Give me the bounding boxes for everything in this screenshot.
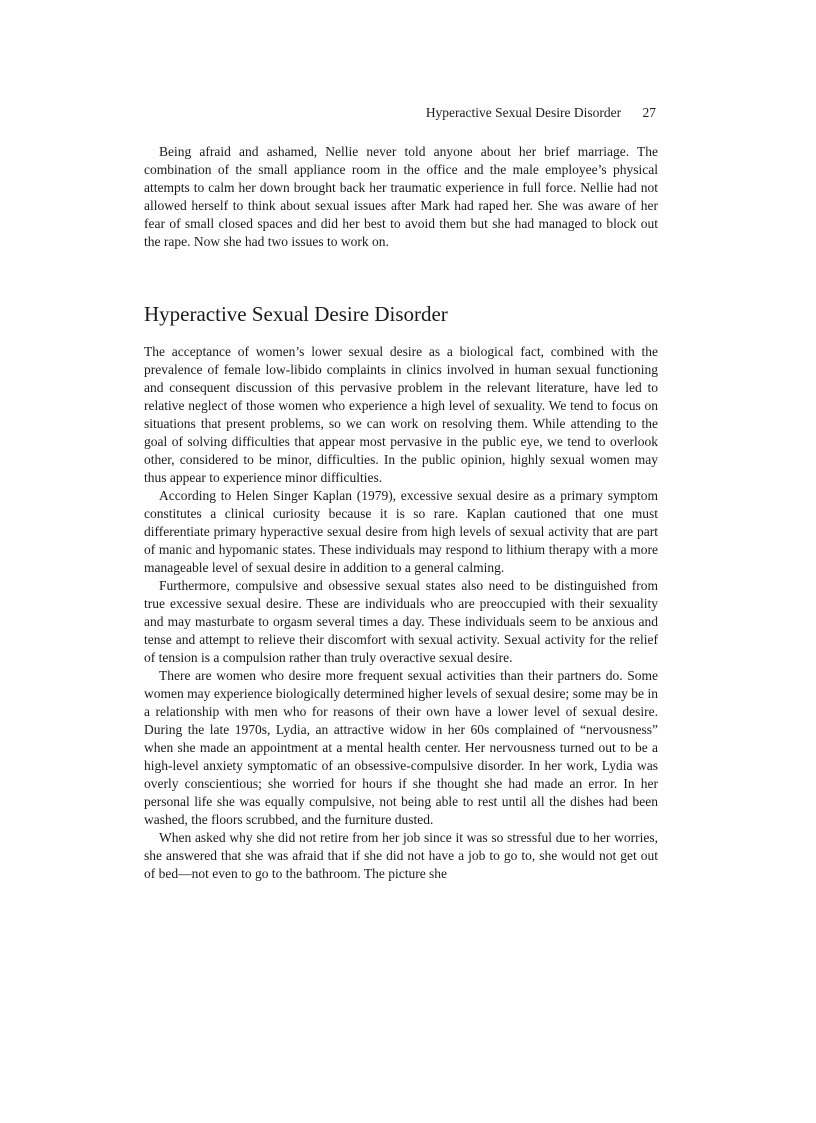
paragraph: When asked why she did not retire from her job since it was so stressful due to her worries, she answered that she was afraid that if she did not have a job to go to, she would not get out of bed—not even to go to the bathroom. The picture she	[144, 830, 658, 881]
paragraph: According to Helen Singer Kaplan (1979), excessive sexual desire as a primary symptom constitutes a clinical curiosity because it is so rare. Kaplan cautioned that one must differentiate primary hyperactive sexual desire from high levels of sexual activity that are part of manic and hypomanic states. These individuals may respond to lithium therapy with a more manageable level of sexual desire in addition to a general calming.	[144, 488, 658, 575]
section-body	[144, 343, 658, 883]
page-number: 27	[642, 105, 656, 120]
paragraph: Furthermore, compulsive and obsessive sexual states also need to be distinguished from true excessive sexual desire. These are individuals who are preoccupied with their sexuality and may masturbate to orgasm several times a day. These individuals seem to be anxious and tense and attempt to relieve their discomfort with sexual activity. Sexual activity for the relief of tension is a compulsion rather than truly overactive sexual desire.	[144, 578, 658, 665]
running-head-title: Hyperactive Sexual Desire Disorder	[425, 105, 622, 120]
section-heading: Hyperactive Sexual Desire Disorder	[144, 302, 448, 326]
running-head	[144, 104, 656, 122]
opening-text	[144, 143, 658, 251]
paragraph: The acceptance of women’s lower sexual desire as a biological fact, combined with the prevalence of female low-libido complaints in clinics involved in human sexual functioning and consequent discussion of this pervasive problem in the relevant literature, have led to relative neglect of those women who experience a high level of sexuality. We tend to focus on situations that present problems, so we can work on resolving them. While attending to the goal of solving difficulties that appear most pervasive in the public eye, we tend to overlook other, considered to be minor, difficulties. In the public opinion, highly sexual women may thus appear to experience minor difficulties.	[144, 344, 658, 485]
paragraph: There are women who desire more frequent sexual activities than their partners do. Some women may experience biologically determined higher levels of sexual desire; some may be in a relationship with men who for reasons of their own have a lower level of sexual desire. During the late 1970s, Lydia, an attractive widow in her 60s complained of “nervousness” when she made an appointment at a mental health center. Her nervousness turned out to be a high-level anxiety symptomatic of an obsessive-compulsive disorder. In her work, Lydia was overly conscientious; she worried for hours if she thought she had made an error. In her personal life she was equally compulsive, not being able to rest until all the dishes had been washed, the floors scrubbed, and the furniture dusted.	[144, 668, 658, 827]
paragraph: Being afraid and ashamed, Nellie never told anyone about her brief marriage. The combination of the small appliance room in the office and the male employee’s physical attempts to calm her down brought back her traumatic experience in full force. Nellie had not allowed herself to think about sexual issues after Mark had raped her. She was aware of her fear of small closed spaces and did her best to avoid them but she had managed to block out the rape. Now she had two issues to work on.	[144, 144, 658, 249]
